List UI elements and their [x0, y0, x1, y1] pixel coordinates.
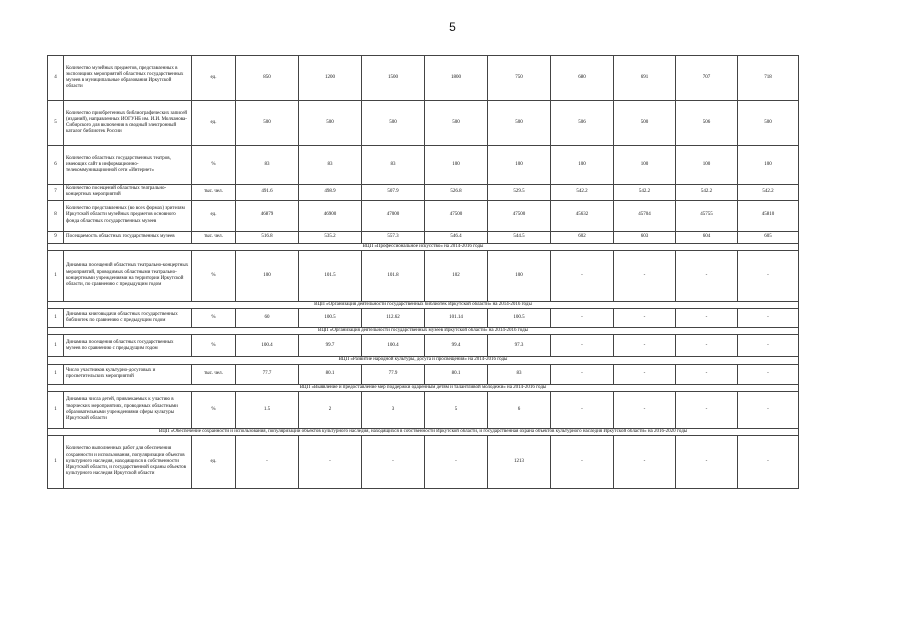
value-cell: 506 [551, 101, 614, 146]
table-row [48, 231, 799, 243]
value-cell: 100 [676, 146, 738, 185]
value-cell: - [738, 364, 799, 384]
value-cell: 77.7 [236, 364, 299, 384]
row-number: 1 [48, 250, 64, 301]
unit-cell: % [192, 146, 236, 185]
value-cell: 516.8 [236, 231, 299, 243]
indicator-name: Посещаемость областных государственных музеев [64, 231, 192, 243]
value-cell: 100 [425, 146, 488, 185]
table-row [48, 436, 799, 489]
value-cell: - [614, 391, 676, 428]
value-cell: 101.8 [362, 250, 425, 301]
row-number: 1 [48, 309, 64, 328]
value-cell: 542.2 [738, 185, 799, 201]
value-cell: 557.3 [362, 231, 425, 243]
value-cell: 100.5 [488, 309, 551, 328]
value-cell: - [738, 436, 799, 489]
value-cell: 500 [738, 101, 799, 146]
indicator-name: Количество приобретенных библиографических записей (изданий), направленных ИОГУНБ им. И.И. Молчанова-Сибирского для включения в сводный электронный каталог библиотек России [64, 101, 192, 146]
row-number: 6 [48, 146, 64, 185]
section-header-row [48, 428, 799, 435]
section-header-row [48, 357, 799, 364]
value-cell: 100.4 [236, 335, 299, 357]
indicator-name: Количество представленных (во всех формах) зрителям Иркутской области музейных предметов основного фонда областных государственных музеев [64, 200, 192, 231]
section-header-row [48, 301, 799, 308]
value-cell: 102 [425, 250, 488, 301]
value-cell: 500 [614, 101, 676, 146]
value-cell: - [676, 436, 738, 489]
section-header-row [48, 243, 799, 250]
table-row [48, 56, 799, 101]
table-row [48, 185, 799, 201]
value-cell: 602 [551, 231, 614, 243]
value-cell: 1500 [362, 56, 425, 101]
value-cell: 500 [299, 101, 362, 146]
section-title: ВЦП «Выявление и предоставление мер поддержки одаренным детям и талантливой молодежи» на 2014-2016 годы [48, 384, 799, 391]
value-cell: - [676, 364, 738, 384]
value-cell: 498.9 [299, 185, 362, 201]
value-cell: 718 [738, 56, 799, 101]
table-row [48, 250, 799, 301]
value-cell: - [551, 335, 614, 357]
value-cell: 100 [488, 250, 551, 301]
value-cell: - [614, 309, 676, 328]
value-cell: 506 [676, 101, 738, 146]
value-cell: 100.4 [362, 335, 425, 357]
value-cell: - [425, 436, 488, 489]
value-cell: 542.2 [551, 185, 614, 201]
value-cell: 1213 [488, 436, 551, 489]
indicator-name: Динамика посещения областных государственных музеев по сравнению с предыдущим годом [64, 335, 192, 357]
section-title: ВЦП «Организация деятельности государственных библиотек Иркутской области» на 2014-2016 годы [48, 301, 799, 308]
value-cell: - [676, 391, 738, 428]
row-number: 1 [48, 335, 64, 357]
section-title: ВЦП «Профессиональное искусство» на 2014-2016 годы [48, 243, 799, 250]
row-number: 1 [48, 391, 64, 428]
value-cell: - [676, 309, 738, 328]
indicator-name: Количество областных государственных театров, имеющих сайт в информационно-телекоммуникационной сети «Интернет» [64, 146, 192, 185]
value-cell: - [738, 391, 799, 428]
section-title: ВЦП «Организация деятельности государственных музеев Иркутской области» на 2014-2016 годы [48, 328, 799, 335]
row-number: 9 [48, 231, 64, 243]
table-row [48, 309, 799, 328]
value-cell: - [676, 250, 738, 301]
row-number: 4 [48, 56, 64, 101]
value-cell: - [551, 364, 614, 384]
row-number: 7 [48, 185, 64, 201]
value-cell: 100 [488, 146, 551, 185]
row-number: 8 [48, 200, 64, 231]
value-cell: 97.3 [488, 335, 551, 357]
value-cell: 47500 [425, 200, 488, 231]
table-row [48, 364, 799, 384]
section-header-row [48, 384, 799, 391]
section-title: ВЦП «Развитие народной культуры, досуга и просвещения» на 2014-2016 годы [48, 357, 799, 364]
value-cell: 99.7 [299, 335, 362, 357]
value-cell: 1800 [425, 56, 488, 101]
value-cell: - [614, 335, 676, 357]
value-cell: 99.4 [425, 335, 488, 357]
value-cell: 500 [236, 101, 299, 146]
value-cell: - [676, 335, 738, 357]
value-cell: 500 [425, 101, 488, 146]
value-cell: 60 [236, 309, 299, 328]
unit-cell: ед. [192, 101, 236, 146]
indicator-name: Количество выполненных работ для обеспечения сохранности и использования, популяризации объектов культурного наследия, находящихся в собственности Иркутской области, и государственной охраны объектов культурного наследия Иркутской области [64, 436, 192, 489]
unit-cell: тыс. чел. [192, 364, 236, 384]
value-cell: 45810 [738, 200, 799, 231]
value-cell: 605 [738, 231, 799, 243]
indicator-name: Динамика посещений областных театрально-концертных мероприятий, проводимых областными театрально-концертными учреждениями на территории Иркутской области, по сравнению с предыдущим годом [64, 250, 192, 301]
value-cell: 100 [551, 146, 614, 185]
value-cell: 83 [299, 146, 362, 185]
row-number: 1 [48, 436, 64, 489]
value-cell: 83 [362, 146, 425, 185]
value-cell: 603 [614, 231, 676, 243]
value-cell: - [738, 309, 799, 328]
value-cell: 45755 [676, 200, 738, 231]
value-cell: 83 [236, 146, 299, 185]
value-cell: 46900 [299, 200, 362, 231]
value-cell: - [614, 436, 676, 489]
value-cell: 101.14 [425, 309, 488, 328]
value-cell: 680 [551, 56, 614, 101]
unit-cell: % [192, 309, 236, 328]
value-cell: - [551, 436, 614, 489]
indicator-name: Динамика книговыдачи областных государственных библиотек по сравнению с предыдущим годом [64, 309, 192, 328]
value-cell: 6 [488, 391, 551, 428]
section-title: ВЦП «Обеспечение сохранности и использования, популяризации объектов культурного наследия, находящихся в собственности Иркутской области, и государственная охрана объектов культурного наследия Иркутской области» на 2016-2020 годы [48, 428, 799, 435]
value-cell: 47500 [488, 200, 551, 231]
value-cell: 750 [488, 56, 551, 101]
value-cell: 100.5 [299, 309, 362, 328]
table-row [48, 101, 799, 146]
value-cell: 526.8 [425, 185, 488, 201]
value-cell: 604 [676, 231, 738, 243]
value-cell: 45704 [614, 200, 676, 231]
value-cell: 5 [425, 391, 488, 428]
value-cell: 80.1 [299, 364, 362, 384]
unit-cell: тыс. чел. [192, 185, 236, 201]
indicator-name: Число участников культурно-досуговых и просветительских мероприятий [64, 364, 192, 384]
value-cell: - [236, 436, 299, 489]
value-cell: - [551, 391, 614, 428]
value-cell: 546.4 [425, 231, 488, 243]
value-cell: 83 [488, 364, 551, 384]
row-number: 5 [48, 101, 64, 146]
indicator-name: Динамика числа детей, привлекаемых к участию в творческих мероприятиях, проводимых областными образовательными учреждениями сферы культуры Иркутской области [64, 391, 192, 428]
value-cell: - [551, 250, 614, 301]
unit-cell: % [192, 391, 236, 428]
value-cell: 691 [614, 56, 676, 101]
value-cell: - [362, 436, 425, 489]
value-cell: - [614, 364, 676, 384]
value-cell: 100 [236, 250, 299, 301]
row-number: 1 [48, 364, 64, 384]
value-cell: 2 [299, 391, 362, 428]
value-cell: 542.2 [614, 185, 676, 201]
section-header-row [48, 328, 799, 335]
value-cell: - [738, 335, 799, 357]
value-cell: 101.5 [299, 250, 362, 301]
value-cell: 100 [738, 146, 799, 185]
table-row [48, 146, 799, 185]
value-cell: 491.6 [236, 185, 299, 201]
unit-cell: тыс. чел. [192, 231, 236, 243]
value-cell: - [738, 250, 799, 301]
value-cell: 850 [236, 56, 299, 101]
value-cell: 45632 [551, 200, 614, 231]
indicators-table [47, 55, 799, 489]
value-cell: 500 [488, 101, 551, 146]
value-cell: 77.9 [362, 364, 425, 384]
table-row [48, 200, 799, 231]
value-cell: 529.5 [488, 185, 551, 201]
table-row [48, 391, 799, 428]
value-cell: 535.2 [299, 231, 362, 243]
value-cell: 47000 [362, 200, 425, 231]
value-cell: 507.9 [362, 185, 425, 201]
value-cell: 80.1 [425, 364, 488, 384]
unit-cell: ед. [192, 436, 236, 489]
page-number: 5 [449, 20, 456, 34]
value-cell: 112.62 [362, 309, 425, 328]
value-cell: 46879 [236, 200, 299, 231]
value-cell: - [551, 309, 614, 328]
unit-cell: ед. [192, 56, 236, 101]
table-row [48, 335, 799, 357]
indicator-name: Количество посещений областных театрально-концертных мероприятий [64, 185, 192, 201]
value-cell: 500 [362, 101, 425, 146]
unit-cell: % [192, 335, 236, 357]
unit-cell: ед. [192, 200, 236, 231]
value-cell: - [614, 250, 676, 301]
value-cell: 1.5 [236, 391, 299, 428]
value-cell: 1200 [299, 56, 362, 101]
indicator-name: Количество музейных предметов, представленных в экспозициях мероприятий областных государственных музеев в муниципальные образования Иркутской области [64, 56, 192, 101]
value-cell: 544.5 [488, 231, 551, 243]
value-cell: 100 [614, 146, 676, 185]
value-cell: - [299, 436, 362, 489]
value-cell: 542.2 [676, 185, 738, 201]
unit-cell: % [192, 250, 236, 301]
value-cell: 707 [676, 56, 738, 101]
value-cell: 3 [362, 391, 425, 428]
